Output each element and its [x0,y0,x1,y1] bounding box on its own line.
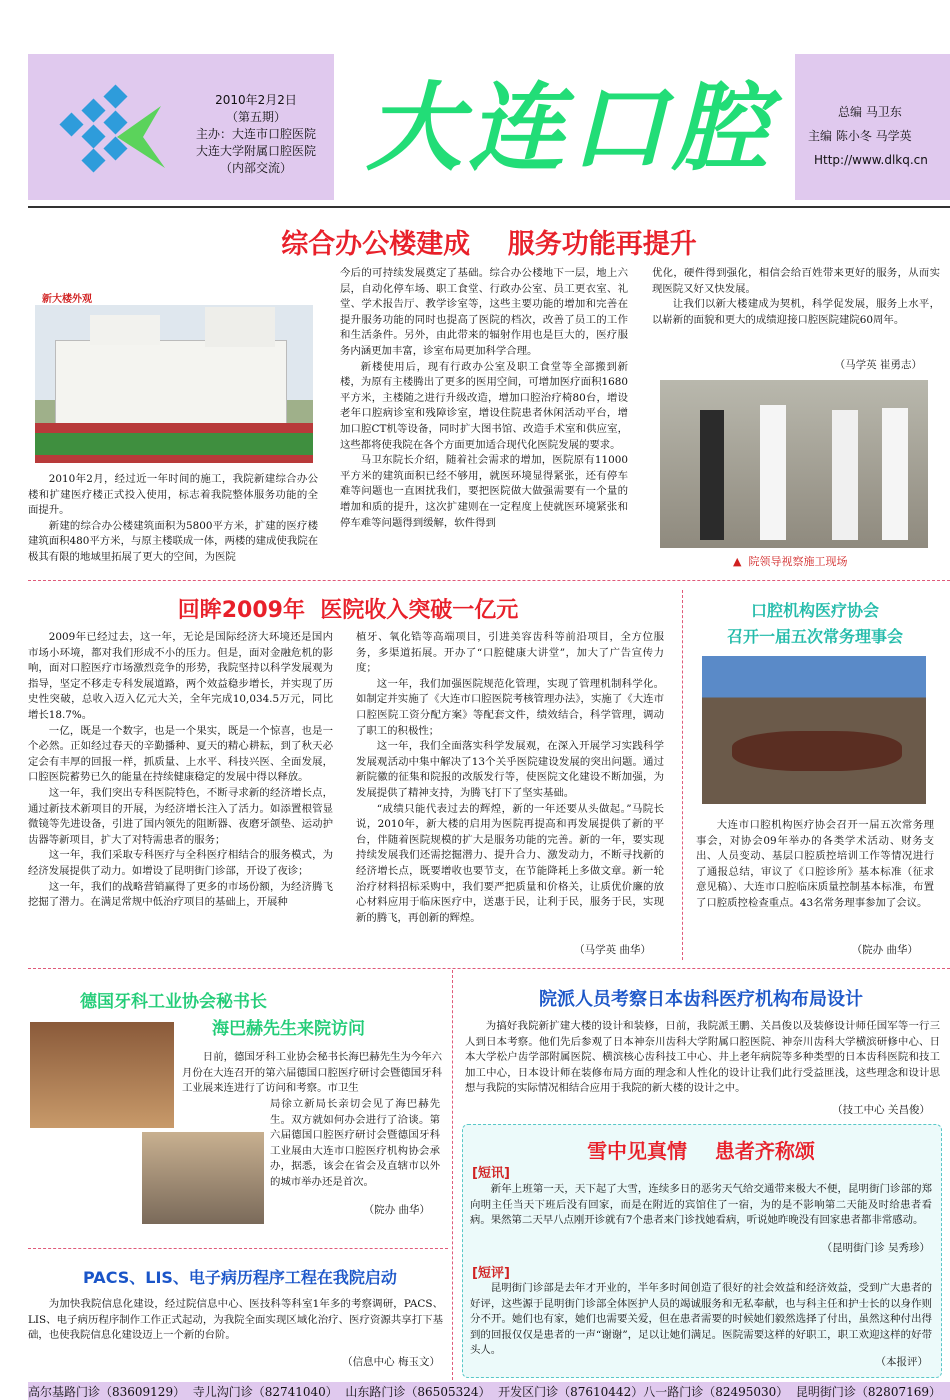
site-inspection-photo [660,380,928,548]
article7-credit1: （昆明街门诊 吴秀珍） [821,1242,930,1254]
council-meeting-photo [702,656,926,804]
paragraph: 让我们以新大楼建成为契机，科学促发展，服务上水平，以崭新的面貌和更大的成绩迎接口腔医院建院60周年。 [652,298,940,326]
footer-clinic-list: 高尔基路门诊（83609129） 寺儿沟门诊（82741040） 山东路门诊（86505324） 开发区门诊（87610442）八一路门诊（82495030） 昆明街门诊（82807169） [28,1385,941,1399]
article4-body-side [270,1097,440,1191]
paragraph: 这一年，我们加强医院规范化管理，实现了管理机制科学化。如制定并实施了《大连市口腔医院考核管理办法》，实施了《大连市口腔医院工资分配方案》等配套文件，绩效结合，科学管理，调动了职工的积极性； [356,677,664,737]
paragraph: 大连市口腔机构医疗协会召开一届五次常务理事会，对协会09年举办的各类学术活动、财务支出、人员变动、基层口腔质控培训工作等情况进行了通报总结，审议了《口腔诊所》基本标准（征求意见稿）、大连市口腔临床质量控制基本标准，布置了口腔质控检查重点。43名常务理事参加了会议。 [696,819,934,909]
paragraph: 马卫东院长介绍，随着社会需求的增加，医院原有11000平方米的建筑面积已经不够用，就医环境显得紧张，还有停车难等问题也一直困扰我们，要把医院做大做强需要有一个量的增加和质的提升，这次扩建则在一定程度上使就医环境紧张和停车难等问题得到缓解，软件得到 [340,454,628,529]
article1-col2 [340,266,628,531]
masthead-title: 大连口腔 [366,72,774,184]
article5-credit: （信息中心 梅玉文） [342,1356,440,1368]
new-building-photo [35,305,313,463]
editor-info [808,100,948,172]
article3-headline-line1: 口腔机构医疗协会 [750,601,879,620]
issue-date: 2010年2月2日 [215,93,297,107]
article6-headline: 院派人员考察日本齿科医疗机构布局设计 [539,989,863,1010]
divider [28,1248,448,1249]
paragraph: 2010年2月，经过近一年时间的施工，我院新建综合办公楼和扩建医疗楼正式投入使用，标志着我院整体服务功能的全面提升。 [28,473,318,517]
article4-credit: （院办 曲华） [363,1204,430,1216]
paragraph: 为搞好我院新扩建大楼的设计和装修，日前，我院派王鹏、关昌俊以及装修设计师任国军等一行三人到日本考察。他们先后参观了日本神奈川齿科大学附属口腔医院、神奈川齿科大学横滨研修中心、日本大学松户齿学部附属医院、横滨核心齿科技工中心、井上老年病院等多种类型的日本齿科医院和技工加工中心，日本设计师在装修布局方面的理念和人性化的设计让我们此行受益匪浅，这些理念和设计思想与我院的实际情况相结合应用于我院的新大楼的设计之中。 [465,1020,940,1095]
delegation-photo-2 [142,1132,264,1224]
website-link[interactable]: Http://www.dlkq.cn [814,153,928,167]
article4-headline-line2: 海巴赫先生来院访问 [212,1019,365,1039]
article6-body [465,1019,940,1097]
chief-editor: 总编 马卫东 [838,105,902,119]
article7-credit2: （本报评） [875,1356,928,1368]
article4-headline-line1: 德国牙科工业协会秘书长 [80,992,267,1012]
paragraph: 这一年，我们的战略营销赢得了更多的市场份额，为经济腾飞挖掘了潜力。在满足常规中低治疗项目的基础上，开展种 [28,880,333,909]
article4-body-top [182,1050,442,1097]
article6-credit: （技工中心 关昌俊） [832,1104,930,1116]
divider [28,580,950,581]
article2-col2 [356,630,664,926]
sponsor-line2: 大连大学附属口腔医院 [195,144,316,158]
header-rule [28,206,950,208]
internal-note: （内部交流） [219,161,292,175]
article3-credit: （院办 曲华） [851,944,918,956]
delegation-photo-1 [30,1022,174,1128]
paragraph: 局徐立新局长亲切会见了海巴赫先生。双方就如何办会进行了洽谈。第六届德国口腔医疗研讨会暨德国牙科工业展由大连市口腔医疗机构协会承办，据悉，该会在省会及直辖市以外的城市举办还是首次。 [270,1098,440,1188]
divider [28,968,950,969]
article5-body [28,1297,443,1344]
sponsor-line1: 主办：大连市口腔医院 [195,127,316,141]
short-news-tag: [短讯] [472,1166,510,1181]
article3-headline [690,598,940,650]
article1-col1 [28,472,318,566]
paragraph: “成绩只能代表过去的辉煌，新的一年还要从头做起。”马院长说，2010年，新大楼的启用为医院再提高和再发展提供了新的平台，伴随着医院规模的扩大是服务功能的完善。新的一年，要实现持续发展我们还需挖掘潜力、提升合力、激发动力，不断寻找新的经济增长点，既要增收也要节支，在节能降耗上多做文章。新一轮治疗材料招标采购中，我们要严把质量和价格关，让质优价廉的放心材料应用于临床医疗中，送惠于民，让利于民，服务于民，实现新的腾飞，再创新的辉煌。 [356,802,664,924]
article1-col3 [652,266,940,328]
paragraph: 植牙、氧化锆等高端项目，引进美容齿科等前沿项目，全方位服务，多渠道拓展。开办了“口腔健康大讲堂”，加大了广告宣传力度； [356,631,664,675]
paragraph: 新楼使用后，现有行政办公室及职工食堂等全部搬到新楼，为原有主楼腾出了更多的医用空间，可增加医疗面积1680平方米，主楼随之进行升级改造，增加口腔治疗椅80台，增设老年口腔病诊室和残障诊室，增设住院患者休闲活动平台，增加口腔CT机等设备，同时扩大图书馆、改造手术室和供应室，这些都将使我院在各个方面更加适合现代化医院发展的要求。 [340,360,628,451]
article2-credit: （马学英 曲华） [574,944,651,956]
paragraph: 这一年，我们全面落实科学发展观，在深入开展学习实践科学发展观活动中集中解决了13个关乎医院建设发展的突出问题。通过新院徽的征集和院报的改版发行等，使医院文化建设不断加强，为发展提供了精神支持，为腾飞打下了坚实基础。 [356,740,664,799]
issue-info [176,92,336,177]
article7-body2 [470,1281,932,1359]
paragraph: 一亿，既是一个数字，也是一个果实，既是一个惊喜，也是一个必然。正如经过春天的辛勤播种、夏天的精心耕耘，到了秋天必定会有丰厚的回报一样，抓质量、上水平、科技兴医、全面发展，口腔医院蓄势已久的能量在持续健康稳定的发展中得以释放。 [28,724,333,784]
paragraph: 这一年，我们采取专科医疗与全科医疗相结合的服务模式，为经济发展提供了动力。如增设了昆明街门诊部，开设了夜诊； [28,849,333,877]
paragraph: 新建的综合办公楼建筑面积为5800平方米，扩建的医疗楼建筑面积480平方米，与原主楼联成一体，两楼的建成使我院在极其有限的地域里拓展了更大的空间，为医院 [28,519,318,563]
paragraph: 为加快我院信息化建设，经过院信息中心、医技科等科室1年多的考察调研，PACS、LIS、电子病历程序制作工作正式起动，为我院全面实现区域化治疗、医疗资源共享打下基础，也使我院信息化建设迈上一个新的台阶。 [28,1298,443,1342]
article1-credit: （马学英 崔勇志） [834,359,922,371]
divider [682,590,683,960]
paragraph: 新年上班第一天，天下起了大雪，连续多日的恶劣天气给交通带来极大不便，昆明街门诊部的郑向明主任当天下班后没有回家，而是在附近的宾馆住了一宿，为的是不影响第二天能及时给患者看病。果然第二天早八点刚开诊就有7个患者来门诊找她看病，听说她昨晚没有回家患者都非常感动。 [470,1183,932,1227]
editors: 主编 陈小冬 马学英 [808,129,912,143]
issue-number: （第五期） [225,110,286,124]
article5-headline: PACS、LIS、电子病历程序工程在我院启动 [83,1268,397,1287]
paragraph: 2009年已经过去，这一年，无论是国际经济大环境还是国内市场小环境，都对我们形成不小的压力。但是，面对金融危机的影响，面对口腔医疗市场激烈竞争的形势，我院坚持以科学发展观为指导，坚定不移走专科发展道路，两个效益稳步增长，并实现了历史性突破，总收入迈入亿元大关，全年完成10,034.5万元，同比增长18.7%。 [28,631,333,721]
paragraph: 日前，德国牙科工业协会秘书长海巴赫先生为今年六月份在大连召开的第六届德国口腔医疗研讨会暨德国牙科工业展来连进行了访问和考察。市卫生 [182,1051,442,1095]
article2-headline: 回眸2009年 医院收入突破一亿元 [177,598,519,623]
article1-photo2-caption: ▲ 院领导视察施工现场 [733,555,848,568]
short-review-tag: [短评] [472,1266,510,1281]
paragraph: 今后的可持续发展奠定了基础。综合办公楼地下一层，地上六层，自动化停车场、职工食堂、行政办公室、员工更衣室、礼堂、学术报告厅、教学诊室等，这些主要功能的增加和完善在提升服务功能的同时也提高了医院的档次，改善了员工的工作和生活条件。另外，由此带来的辐射作用也是巨大的，医疗服务内涵更加丰富，诊室布局更加科学合理。 [340,267,628,357]
paragraph: 昆明街门诊部是去年才开业的，半年多时间创造了很好的社会效益和经济效益，受到广大患者的好评，这些源于昆明街门诊部全体医护人员的竭诚服务和无私奉献，也与科主任和护士长的以身作则分不开。她们也有家，她们也需要关爱，但在患者需要的时候她们毅然选择了付出，虽然这种付出得到的回报仅仅是患者的一声“谢谢”，足以让她们满足。医院需要这样的好职工，职工欢迎这样的好带头人。 [470,1282,932,1357]
article1-photo-caption: 新大楼外观 [42,294,92,305]
paragraph: 优化，硬件得到强化，相信会给百姓带来更好的服务，从而实现医院又好又快发展。 [652,267,940,295]
article1-headline: 综合办公楼建成 服务功能再提升 [281,229,697,260]
article2-col1 [28,630,333,911]
article3-body [696,818,934,912]
divider [452,970,453,1380]
article3-headline-line2: 召开一届五次常务理事会 [726,627,903,646]
paragraph: 这一年，我们突出专科医院特色，不断寻求新的经济增长点，通过新技术新项目的开展，为经济增长注入了活力。如添置根管显微镜等先进设备，引进了国内领先的阻断器、夜磨牙颌垫、运动护齿器等新项目，扩大了对特需患者的服务； [28,786,333,846]
hospital-logo-icon [55,86,170,176]
article7-body1 [470,1182,932,1229]
article7-headline: 雪中见真情 患者齐称颂 [587,1139,815,1163]
